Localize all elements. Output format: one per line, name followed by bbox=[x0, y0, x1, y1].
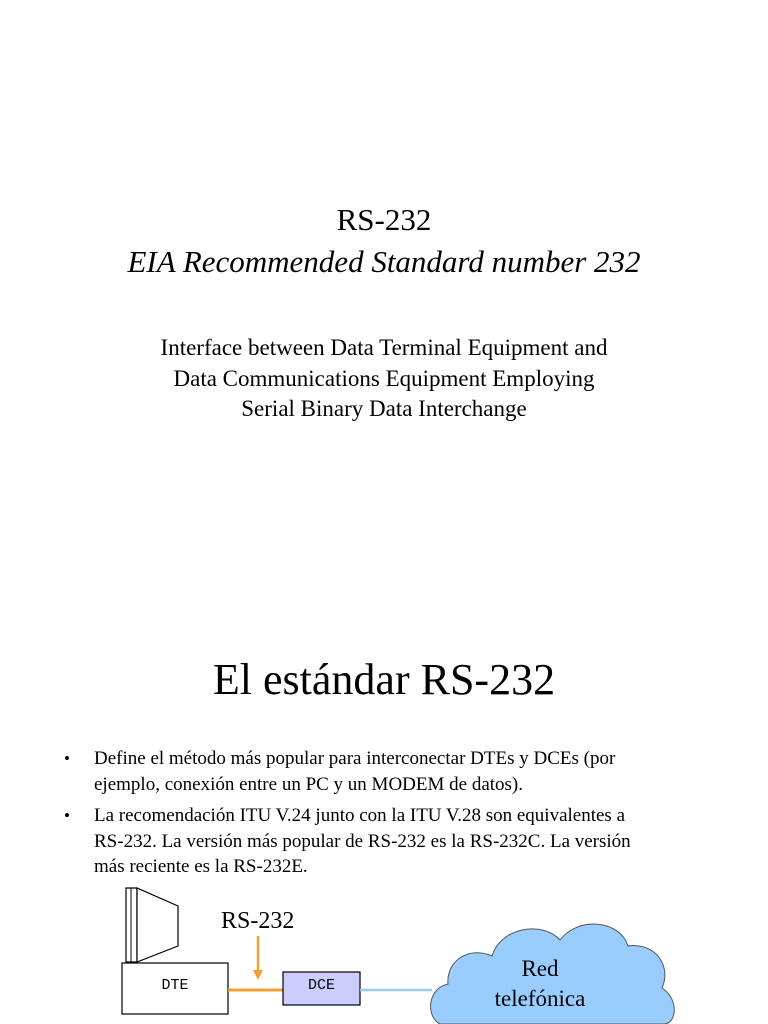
diagram-graphics bbox=[0, 876, 768, 1024]
slide-title: El estándar RS-232 bbox=[212, 655, 556, 704]
dte-label: DTE bbox=[161, 977, 189, 994]
slide-description bbox=[0, 333, 768, 425]
monitor-icon bbox=[126, 888, 178, 962]
description-line: Interface between Data Terminal Equipment and bbox=[160, 335, 608, 360]
bullet-text-line: ejemplo, conexión entre un PC y un MODEM de datos). bbox=[94, 773, 524, 795]
arrow-down-icon bbox=[253, 936, 263, 980]
network-label bbox=[470, 954, 610, 1014]
network-label-line: Red bbox=[521, 956, 559, 981]
description-line: Data Communications Equipment Employing bbox=[173, 365, 595, 391]
bullet-text-line: La recomendación ITU V.24 junto con la ITU V.28 son equivalentes a bbox=[94, 805, 625, 826]
bullet-icon: • bbox=[64, 749, 70, 768]
network-label-line: telefónica bbox=[494, 986, 586, 1011]
bullet-text-line: más reciente es la RS-232E. bbox=[94, 856, 308, 877]
bullet-text-line: RS-232. La versión más popular de RS-232 es la RS-232C. La versión bbox=[94, 830, 631, 852]
slide-rs232-standard bbox=[0, 576, 768, 1024]
interface-label: RS-232 bbox=[221, 908, 295, 934]
dce-label: DCE bbox=[307, 977, 335, 994]
connection-diagram bbox=[0, 876, 768, 1024]
bullet-item bbox=[64, 746, 724, 797]
bullet-icon: • bbox=[64, 806, 70, 825]
bullet-list bbox=[64, 746, 724, 886]
slide-title: RS-232 bbox=[336, 202, 432, 237]
description-line: Serial Binary Data Interchange bbox=[241, 396, 527, 421]
bullet-item bbox=[64, 803, 724, 880]
bullet-text-line: Define el método más popular para interconectar DTEs y DCEs (por bbox=[94, 748, 616, 769]
slide-subtitle: EIA Recommended Standard number 232 bbox=[127, 244, 641, 279]
